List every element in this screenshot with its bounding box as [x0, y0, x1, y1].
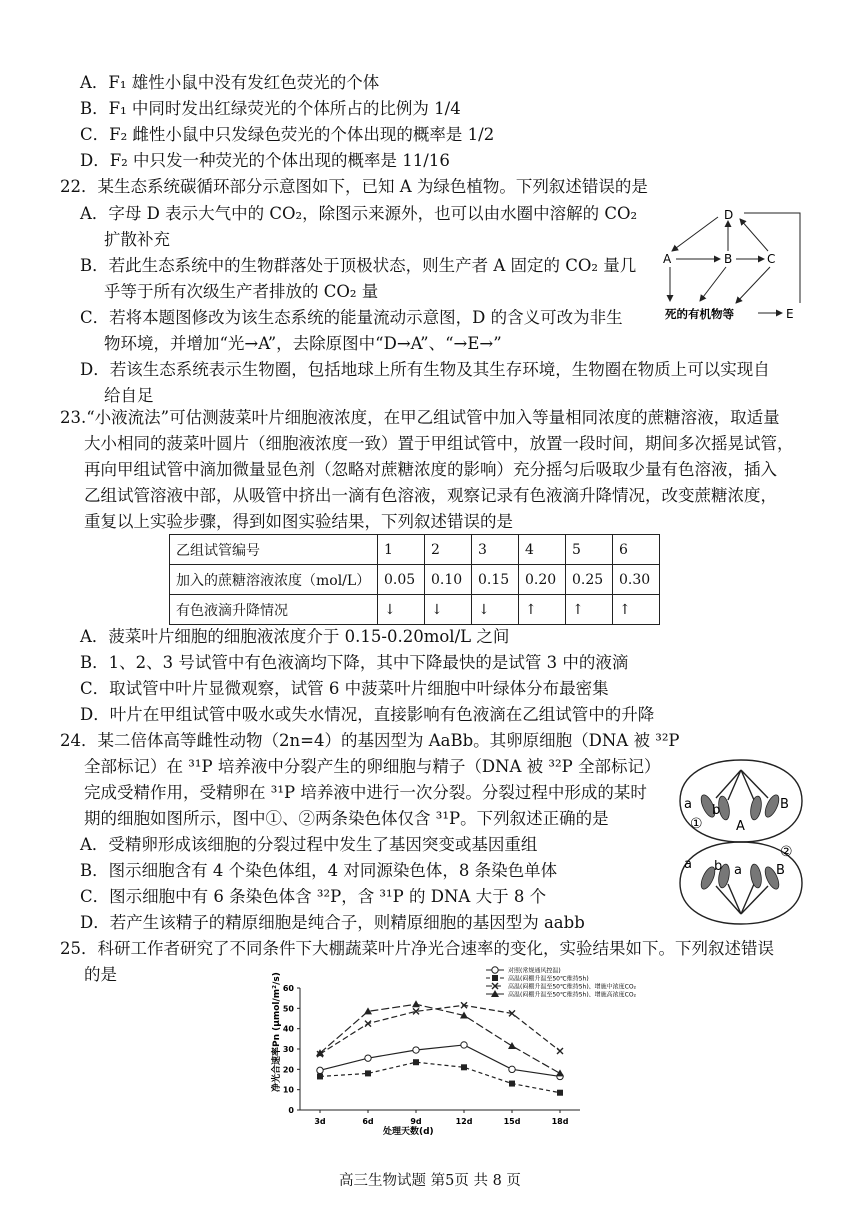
legend-entry-3: 高温(闷棚升温至50℃维持5h)、增施中浓度CO₂ [508, 983, 636, 991]
dividing-cell-diagram [676, 756, 806, 928]
table-cell: ↓ [425, 595, 472, 625]
series-4-point [556, 1069, 564, 1076]
x-tick-label: 15d [503, 1117, 521, 1126]
cell-marker-1: ① [690, 816, 703, 832]
series-2-point [557, 1090, 563, 1096]
table-cell: 6 [613, 535, 660, 565]
q21-option-c: C．F₂ 雌性小鼠中只发绿色荧光的个体出现的概率是 1/2 [80, 125, 495, 144]
carbon-cycle-diagram [660, 203, 810, 325]
x-tick-label: 6d [362, 1117, 374, 1126]
table-cell: 0.10 [425, 565, 472, 595]
diagram-label-d: D [724, 208, 734, 222]
table-cell: 1 [378, 535, 425, 565]
q24-option-c: C．图示细胞中有 6 条染色体含 ³²P，含 ³¹P 的 DNA 大于 8 个 [80, 887, 547, 906]
series-2-point [461, 1064, 467, 1070]
q22-option-c: C．若将本题图修改为该生态系统的能量流动示意图，D 的含义可改为非生 [80, 308, 623, 327]
q22-option-d-cont: 给自足 [104, 386, 154, 405]
series-line-3 [320, 1005, 560, 1054]
legend-entry-4: 高温(闷棚升温至50℃维持5h)、增施高浓度CO₂ [508, 991, 636, 999]
q25-stem-line1: 25．科研工作者研究了不同条件下大棚蔬菜叶片净光合速率的变化，实验结果如下。下列叙述错误 [60, 939, 774, 958]
series-2-point [317, 1073, 323, 1079]
diagram-label-b: B [724, 252, 733, 266]
q22-option-c-cont: 物环境，并增加“光→A”，去除原图中“D→A”、“→E→” [104, 334, 502, 353]
table-row [170, 535, 660, 565]
cell-marker-2: ② [780, 844, 793, 860]
table-row [170, 595, 660, 625]
q22-option-b: B．若此生态系统中的生物群落处于顶极状态，则生产者 A 固定的 CO₂ 量几 [80, 256, 637, 275]
chart-series [316, 1000, 564, 1095]
cell-gene-a-bottom: a [684, 857, 692, 872]
q23-stem-line2: 大小相同的菠菜叶圆片（细胞液浓度一致）置于甲组试管中，放置一段时间，期间多次摇晃试管， [84, 434, 794, 453]
table-cell: 3 [472, 535, 519, 565]
legend-entry-2: 高温(闷棚升温至50℃维持5h) [508, 975, 589, 983]
series-2-point [365, 1070, 371, 1076]
table-cell: 0.30 [613, 565, 660, 595]
table-cell: 0.15 [472, 565, 519, 595]
q23-option-b: B．1、2、3 号试管中有色液滴均下降，其中下降最快的是试管 3 中的液滴 [80, 653, 629, 672]
q22-option-a-cont: 扩散补充 [104, 230, 170, 249]
q21-option-a: A．F₁ 雄性小鼠中没有发红色荧光的个体 [80, 73, 380, 92]
q22-option-a: A．字母 D 表示大气中的 CO₂，除图示来源外，也可以由水圈中溶解的 CO₂ [80, 204, 638, 223]
q21-option-d: D．F₂ 中只发一种荧光的个体出现的概率是 11/16 [80, 151, 450, 170]
table-cell: 5 [566, 535, 613, 565]
q23-stem-line4: 乙组试管溶液中部，从吸管中挤出一滴有色溶液，观察记录有色液滴升降情况，改变蔗糖浓度， [84, 486, 777, 505]
legend-marker [492, 975, 498, 981]
table-row [170, 565, 660, 595]
q22-option-b-cont: 乎等于所有次级生产者排放的 CO₂ 量 [104, 282, 379, 301]
q23-stem-line1: 23.“小液流法”可估测菠菜叶片细胞液浓度，在甲乙组试管中加入等量相同浓度的蔗糖溶液，取适量 [60, 408, 780, 427]
diagram-label-dead-matter: 死的有机物等 [665, 307, 734, 321]
q24-option-d: D．若产生该精子的精原细胞是纯合子，则精原细胞的基因型为 aabb [80, 913, 585, 932]
x-tick-label: 9d [410, 1117, 422, 1126]
table-header-tube: 乙组试管编号 [170, 535, 378, 565]
series-line-2 [320, 1062, 560, 1093]
q22-option-d: D．若该生态系统表示生物圈，包括地球上所有生物及其生存环境，生物圈在物质上可以实现自 [80, 360, 770, 379]
y-tick-label: 40 [282, 1024, 294, 1034]
series-3-point [557, 1048, 563, 1054]
table-cell: ↓ [472, 595, 519, 625]
q23-results-table [169, 534, 660, 625]
q23-option-a: A．菠菜叶片细胞的细胞液浓度介于 0.15-0.20mol/L 之间 [80, 627, 510, 646]
q24-option-b: B．图示细胞含有 4 个染色体组，4 对同源染色体，8 条染色单体 [80, 861, 558, 880]
series-4-point [412, 1000, 420, 1007]
q24-stem-line2: 全部标记）在 ³¹P 培养液中分裂产生的卵细胞与精子（DNA 被 ³²P 全部标记） [84, 757, 661, 776]
diagram-label-e: E [786, 307, 794, 321]
series-2-point [413, 1059, 419, 1065]
table-header-droplet: 有色液滴升降情况 [170, 595, 378, 625]
q24-stem-line4: 期的细胞如图所示，图中①、②两条染色体仅含 ³¹P。下列叙述正确的是 [84, 809, 609, 828]
cell-gene-A-top: A [736, 819, 745, 834]
legend-marker [492, 967, 498, 973]
cell-gene-a-bottom-2: a [734, 863, 742, 878]
q22-stem: 22．某生态系统碳循环部分示意图如下，已知 A 为绿色植物。下列叙述错误的是 [60, 177, 648, 196]
chart-legend [486, 967, 637, 999]
series-4-point [508, 1042, 516, 1049]
y-tick-label: 10 [282, 1085, 294, 1095]
table-cell: ↓ [378, 595, 425, 625]
y-tick-label: 0 [288, 1106, 294, 1115]
cell-gene-b-top: b [712, 803, 721, 818]
y-tick-label: 30 [282, 1045, 294, 1054]
table-cell: 0.05 [378, 565, 425, 595]
q21-option-b: B．F₁ 中同时发出红绿荧光的个体所占的比例为 1/4 [80, 99, 461, 118]
table-cell: ↑ [613, 595, 660, 625]
chart-xlabel: 处理天数(d) [383, 1127, 434, 1137]
series-line-4 [320, 1004, 560, 1073]
chart-axes [283, 984, 580, 1126]
table-cell: ↑ [519, 595, 566, 625]
series-1-point [413, 1047, 419, 1053]
cell-gene-B-bottom: B [776, 863, 785, 878]
table-header-concentration: 加入的蔗糖溶液浓度（mol/L） [170, 565, 378, 595]
q24-stem-line3: 完成受精作用，受精卵在 ³¹P 培养液中进行一次分裂。分裂过程中形成的某时 [84, 783, 647, 802]
q25-stem-line2: 的是 [84, 965, 117, 984]
diagram-label-c: C [767, 252, 776, 266]
q23-stem-line5: 重复以上实验步骤，得到如图实验结果，下列叙述错误的是 [84, 512, 513, 531]
y-tick-label: 60 [282, 984, 294, 993]
series-1-point [509, 1066, 515, 1072]
q23-option-c: C．取试管中叶片显微观察，试管 6 中菠菜叶片细胞中叶绿体分布最密集 [80, 679, 609, 698]
table-cell: 0.25 [566, 565, 613, 595]
series-1-point [317, 1067, 323, 1073]
series-1-point [365, 1055, 371, 1061]
y-tick-label: 50 [282, 1004, 294, 1014]
diagram-label-a: A [663, 252, 672, 266]
table-cell: 0.20 [519, 565, 566, 595]
q23-stem-line3: 再向甲组试管中滴加微量显色剂（忽略对蔗糖浓度的影响）充分摇匀后吸取少量有色溶液，插入 [84, 460, 777, 479]
series-line-1 [320, 1045, 560, 1077]
chart-ylabel: 净光合速率Pn (μmol/m²/s) [272, 972, 282, 1092]
table-cell: 4 [519, 535, 566, 565]
table-cell: 2 [425, 535, 472, 565]
page-footer: 高三生物试题 第5页 共 8 页 [339, 1173, 521, 1189]
y-tick-label: 20 [282, 1065, 294, 1075]
q23-option-d: D．叶片在甲组试管中吸水或失水情况，直接影响有色液滴在乙组试管中的升降 [80, 705, 655, 724]
series-2-point [509, 1081, 515, 1087]
cell-gene-b-bottom: b [714, 859, 723, 874]
x-tick-label: 3d [314, 1117, 326, 1126]
table-cell: ↑ [566, 595, 613, 625]
x-tick-label: 12d [455, 1117, 473, 1126]
x-tick-label: 18d [551, 1117, 569, 1126]
legend-entry-1: 对照(常规通风控温) [508, 967, 561, 975]
cell-gene-B-top: B [780, 797, 789, 812]
series-1-point [461, 1042, 467, 1048]
q24-option-a: A．受精卵形成该细胞的分裂过程中发生了基因突变或基因重组 [80, 835, 538, 854]
cell-gene-a-top: a [684, 797, 692, 812]
net-photosynthesis-chart [268, 964, 708, 1144]
q24-stem-line1: 24．某二倍体高等雌性动物（2n=4）的基因型为 AaBb。其卵原细胞（DNA 被 ³²P [60, 731, 680, 750]
